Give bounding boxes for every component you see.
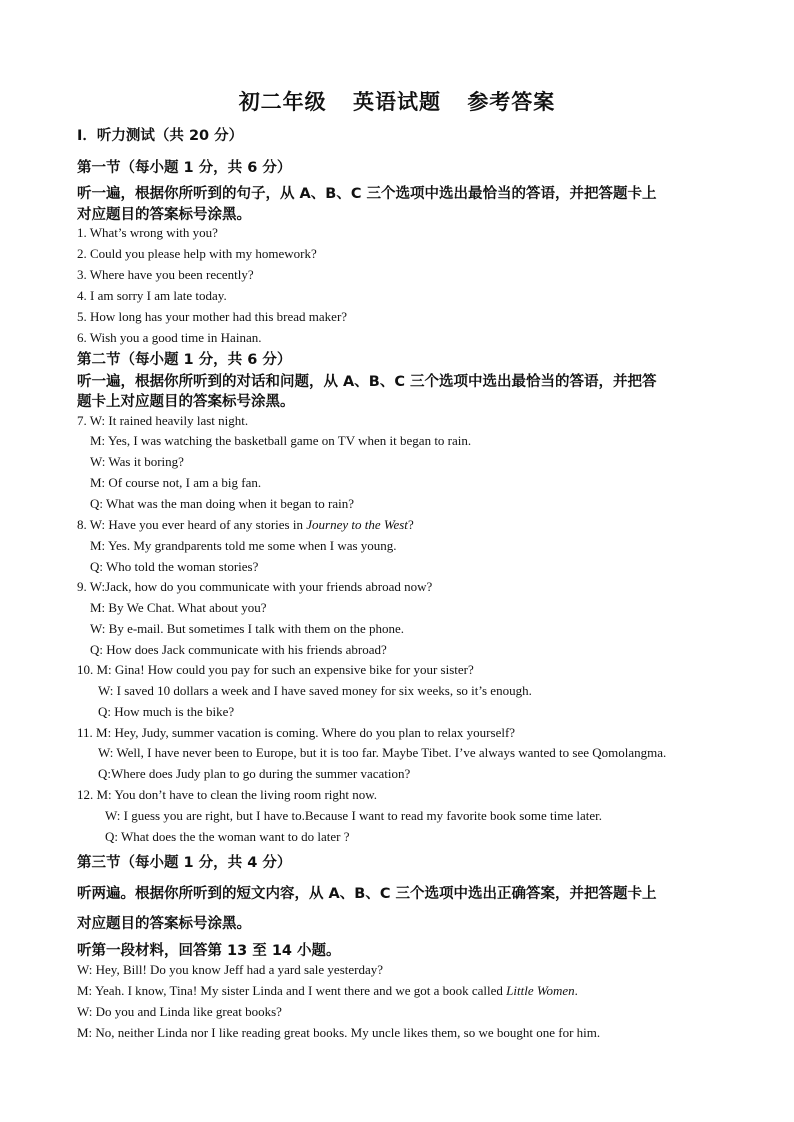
section3-heading: 第三节（每小题 1 分，共 4 分） [77,855,292,871]
dialog-7-line: M: Yes, I was watching the basketball game on TV when it began to rain. [90,433,472,448]
dialog-11-line: W: Well, I have never been to Europe, but it is too far. Maybe Tibet. I’ve always wanted to see Qomolangma. [98,745,667,760]
section2-instruction-line1: 听一遍，根据你所听到的对话和问题，从 A、B、C 三个选项中选出最恰当的答语，并把答 [77,374,657,390]
title-answer-key: 参考答案 [467,90,556,114]
dialog-8-line: M: Yes. My grandparents told me some when I was young. [90,538,397,553]
part1-heading: I．听力测试（共 20 分） [77,128,244,144]
dialog-8-question: Q: Who told the woman stories? [90,559,259,574]
section2-heading: 第二节（每小题 1 分，共 6 分） [77,352,292,368]
passage1-line: M: No, neither Linda nor I like reading great books. My uncle likes them, so we bought one for him. [77,1025,601,1040]
section1-heading: 第一节（每小题 1 分，共 6 分） [77,160,292,176]
question-6: 6. Wish you a good time in Hainan. [77,330,262,345]
passage1-punct: . [574,983,578,998]
dialog-7-line: M: Of course not, I am a big fan. [90,475,262,490]
section3-instruction-line1: 听两遍。根据你所听到的短文内容，从 A、B、C 三个选项中选出正确答案，并把答题卡上 [77,886,657,902]
question-4: 4. I am sorry I am late today. [77,288,227,303]
dialog-9-line: M: By We Chat. What about you? [90,600,267,615]
dialog-10-line: 10. M: Gina! How could you pay for such an expensive bike for your sister? [77,662,474,677]
section1-instruction-line1: 听一遍，根据你所听到的句子，从 A、B、C 三个选项中选出最恰当的答语，并把答题卡上 [77,186,657,202]
dialog-9-question: Q: How does Jack communicate with his friends abroad? [90,642,387,657]
dialog-8-line [77,517,414,533]
question-3: 3. Where have you been recently? [77,267,254,282]
title-subject: 英语试题 [353,90,441,114]
dialog-12-question: Q: What does the the woman want to do later ? [105,829,350,844]
book-title: Little Women [506,983,575,998]
question-5: 5. How long has your mother had this bread maker? [77,309,348,324]
dialog-9-line: 9. W:Jack, how do you communicate with your friends abroad now? [77,579,433,594]
dialog-12-line: 12. M: You don’t have to clean the living room right now. [77,787,378,802]
dialog-9-line: W: By e-mail. But sometimes I talk with them on the phone. [90,621,404,636]
section1-instruction-line2: 对应题目的答案标号涂黑。 [77,207,251,223]
question-2: 2. Could you please help with my homework? [77,246,317,261]
page-title [0,86,794,116]
dialog-10-line: W: I saved 10 dollars a week and I have saved money for six weeks, so it’s enough. [98,683,532,698]
passage1-line: W: Do you and Linda like great books? [77,1004,282,1019]
section2-instruction-line2: 题卡上对应题目的答案标号涂黑。 [77,394,295,410]
dialog-12-line: W: I guess you are right, but I have to.Because I want to read my favorite book some time later. [105,808,602,823]
question-1: 1. What’s wrong with you? [77,225,218,240]
title-grade: 初二年级 [238,90,327,114]
dialog-8-punct: ? [407,517,414,532]
dialog-7-question: Q: What was the man doing when it began to rain? [90,496,355,511]
book-title: Journey to the West [306,517,408,532]
section3-instruction-line2: 对应题目的答案标号涂黑。 [77,916,251,932]
dialog-10-question: Q: How much is the bike? [98,704,235,719]
dialog-8-text: 8. W: Have you ever heard of any stories in [77,517,307,532]
passage1-line [77,983,578,999]
dialog-7-line: W: Was it boring? [90,454,184,469]
dialog-7-line: 7. W: It rained heavily last night. [77,413,249,428]
dialog-11-line: 11. M: Hey, Judy, summer vacation is coming. Where do you plan to relax yourself? [77,725,516,740]
dialog-11-question: Q:Where does Judy plan to go during the summer vacation? [98,766,411,781]
passage1-line: W: Hey, Bill! Do you know Jeff had a yard sale yesterday? [77,962,384,977]
passage1-text: M: Yeah. I know, Tina! My sister Linda and I went there and we got a book called [77,983,507,998]
passage1-instruction: 听第一段材料，回答第 13 至 14 小题。 [77,943,341,959]
